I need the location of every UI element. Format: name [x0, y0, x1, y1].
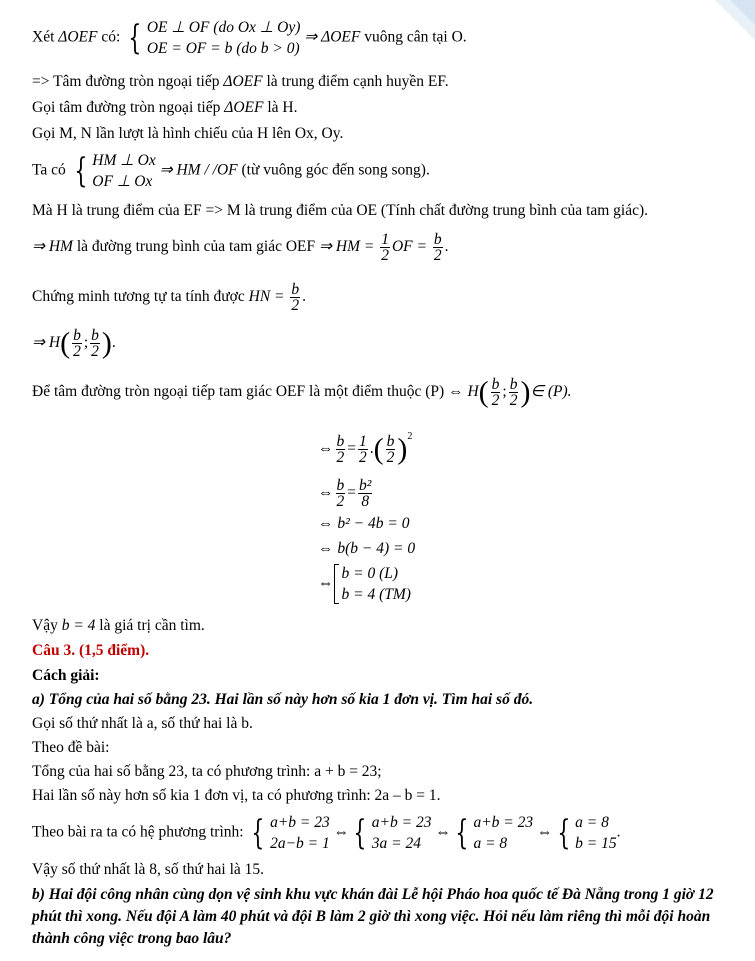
line-hm-parallel: Ta có { HM ⊥ Ox OF ⊥ Ox ⇒ HM / /OF (từ vuông góc đến song song). [32, 151, 430, 191]
line-circumcenter: => Tâm đường tròn ngoại tiếp ΔOEF là trung điểm cạnh huyền EF. [32, 73, 449, 90]
corner-decoration [695, 0, 755, 60]
line-answer-a: Vậy số thứ nhất là 8, số thứ hai là 15. [32, 861, 265, 878]
line-call-mn: Gọi M, N lần lượt là hình chiếu của H lên Ox, Oy. [32, 125, 344, 142]
equation-4: ⇔ b(b − 4) = 0 [318, 540, 416, 557]
system-oef: { OE ⊥ OF (do Ox ⊥ Oy) OE = OF = b (do b > 0) [128, 18, 301, 58]
equation-5: ⇔ b = 0 (L) b = 4 (TM) [318, 565, 411, 603]
line-conclusion-b: Vậy b = 4 là giá trị cần tìm. [32, 617, 205, 634]
line-equation-sum: Tổng của hai số bằng 23, ta có phương trình: a + b = 23; [32, 763, 382, 780]
line-equation-diff: Hai lần số này hơn số kia 1 đơn vị, ta có phương trình: 2a – b = 1. [32, 787, 441, 804]
line-h-coord: ⇒ H( $\frac{b}{2}$ ; $\frac{b}{2}$ ). [32, 326, 116, 360]
line-theo-de-bai: Theo đề bài: [32, 739, 110, 756]
problem-b: b) Hai đội công nhân cùng dọn vệ sinh khu vực khán đài Lễ hội Pháo hoa quốc tế Đà Nẵng trong 1 giờ 12 phút thì xong. Nếu đội A làm 40 phút và đội B làm 2 giờ thì xong việc. Hỏi nếu làm riêng thì mỗi đội hoàn thành công việc trong bao lâu? [32, 886, 714, 947]
line-system-solve: Theo bài ra ta có hệ phương trình: { a+b = 23 2a−b = 1 ⇔ { a+b = 23 3a = 24 ⇔ { a+b = 23 a = 8 ⇔ { a = 8 b = 15 . [32, 813, 621, 853]
line-hn-value: Chứng minh tương tự ta tính được HN = $\frac{b}{2}$ . [32, 281, 306, 314]
equation-1: ⇔ $\frac{b}{2}$ = $\frac{1}{2}$ .( $\frac{b}{2}$ )$^2$ [318, 431, 413, 466]
line-condition-p: Để tâm đường tròn ngoại tiếp tam giác OEF là một điểm thuộc (P) ⇔ H( $\frac{b}{2}$ ; $\frac{b}{2}$ )∈ (P). [32, 375, 572, 409]
heading-cau-3: Câu 3. (1,5 điểm). [32, 642, 150, 659]
equation-2: ⇔ $\frac{b}{2}$ = $\frac{\text{b²}}{8}$ [318, 477, 372, 510]
heading-cach-giai: Cách giải: [32, 667, 100, 684]
problem-a: a) Tổng của hai số bằng 23. Hai lần số này hơn số kia 1 đơn vị. Tìm hai số đó. [32, 691, 534, 708]
line-call-ab: Gọi số thứ nhất là a, số thứ hai là b. [32, 715, 253, 732]
line-triangle-oef: Xét ΔOEF có: { OE ⊥ OF (do Ox ⊥ Oy) OE = OF = b (do b > 0) ⇒ ΔOEF vuông cân tại O. [32, 18, 467, 58]
line-hm-value: ⇒ HM là đường trung bình của tam giác OEF ⇒ HM = $\frac{1}{2}$ OF = $\frac{b}{2}$ . [32, 231, 449, 264]
line-midpoint: Mà H là trung điểm của EF => M là trung điểm của OE (Tính chất đường trung bình của tam giác). [32, 202, 649, 219]
equation-3: ⇔ b² − 4b = 0 [318, 515, 410, 532]
line-call-h: Gọi tâm đường tròn ngoại tiếp ΔOEF là H. [32, 99, 298, 116]
